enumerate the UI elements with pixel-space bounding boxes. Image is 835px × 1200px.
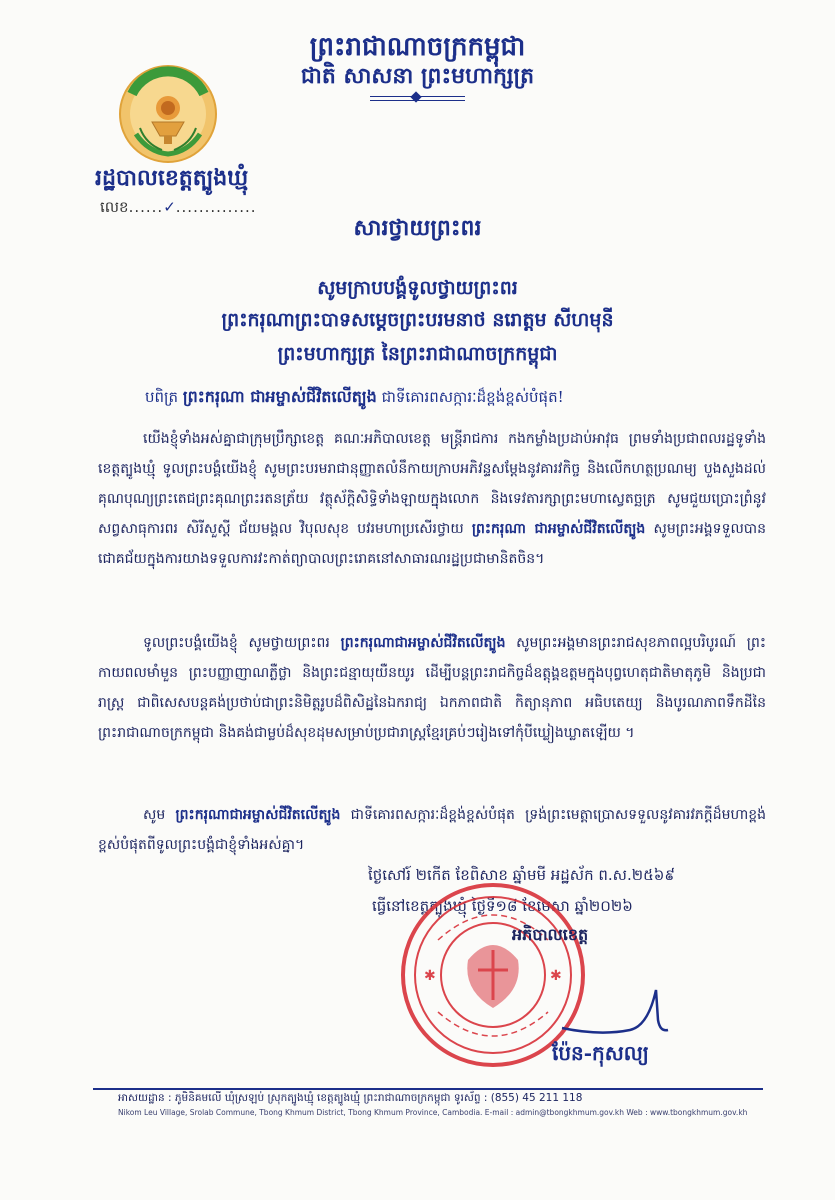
paragraph-2-text-b: សូមព្រះអង្គមានព្រះរាជសុខភាពល្អបរិបូរណ៍ ព្រះកាយពលមាំមួន ព្រះបញ្ញាញាណភ្លឺថ្លា និងព្រះជន្មាយុយឺនយូរ ដើម្បីបន្តព្រះរាជកិច្ចដ៏ឧត្តុង្គឧត្តមក្នុងបុព្វហេតុជាតិមាតុភូមិ និងប្រជារាស្ត្រ ជាពិសេសបន្តគង់ប្រថាប់ជាព្រះនិមិត្តរូបដ៏ពិសិដ្ឋនៃឯករាជ្យ ឯកភាពជាតិ កិត្យានុភាព អធិបតេយ្យ និងបូរណភាពទឹកដីនៃព្រះរាជាណាចក្រកម្ពុជា និងគង់ជាម្លប់ដ៏សុខដុមសម្រាប់ប្រជារាស្ត្រខ្មែរគ្រប់ៗរៀងទៅកុំបីឃ្លៀងឃ្លាតឡើយ ។ — [98, 635, 766, 741]
national-motto: ជាតិ សាសនា ព្រះមហាក្សត្រ — [300, 63, 535, 89]
salutation-suffix: ជាទីគោរពសក្ការៈដ៏ខ្ពង់ខ្ពស់បំផុត! — [381, 388, 564, 406]
province-seal-logo — [118, 64, 218, 164]
subtitle-line-2: ព្រះករុណាព្រះបាទសម្ដេចព្រះបរមនាថ នរោត្ដម សីហមុនី — [221, 309, 614, 331]
sender-province: រដ្ឋបាលខេត្តត្បូងឃ្មុំ — [95, 165, 249, 191]
paragraph-1-honorific: ព្រះករុណា ជាអម្ចាស់ជីវិតលើត្បូង — [471, 521, 646, 537]
footer-address-english: Nikom Leu Village, Srolab Commune, Tbong Khmum District, Tbong Khmum Province, Cambodia. E-mail : admin@tbongkhmum.gov.kh Web : www.tbongkhmum.gov.kh — [118, 1108, 748, 1117]
paragraph-3-text-b: ជាទីគោរពសក្ការៈដ៏ខ្ពង់ខ្ពស់បំផុត ទ្រង់ព្រះមេត្តាប្រោសទទួលនូវគារវភក្ដីដ៏មហាខ្ពង់ខ្ពស់បំផុតពីទូលព្រះបង្គំជាខ្ញុំទាំងអស់គ្នា។ — [98, 807, 767, 853]
subtitle-line-1: សូមក្រាបបង្គំទូលថ្វាយព្រះពរ — [317, 277, 518, 299]
salutation-honorific: ព្រះករុណា ជាអម្ចាស់ជីវិតលើត្បូង — [182, 387, 377, 406]
paragraph-3-honorific: ព្រះករុណាជាអម្ចាស់ជីវិតលើត្បូង — [175, 807, 341, 823]
paragraph-3-text-a: សូម — [143, 807, 166, 823]
solar-date: ធ្វើនៅខេត្តត្បូងឃ្មុំ ថ្ងៃទី១៨ ខែមេសា ឆ្នាំ២០២៦ — [372, 897, 633, 915]
paragraph-1 — [98, 424, 766, 574]
footer-address-khmer: អាសយដ្ឋាន : ភូមិនិគមលើ ឃុំស្រឡប់ ស្រុកត្បូងឃ្មុំ ខេត្តត្បូងឃ្មុំ ព្រះរាជាណាចក្រកម្ពុជា ទូរស័ព្ទ : (855) 45 211 118 — [118, 1092, 583, 1104]
ornament-divider-icon — [370, 96, 465, 101]
subtitle-line-3: ព្រះមហាក្សត្រ នៃព្រះរាជាណាចក្រកម្ពុជា — [277, 343, 558, 365]
signer-title: អភិបាលខេត្ត — [512, 925, 589, 944]
paragraph-1-text-b: សូមព្រះអង្គទទួលបានជោគជ័យក្នុងការយាងទទួលការវះកាត់ព្យាបាលព្រះរោគនៅសាធារណរដ្ឋប្រជាមានិតចិន។ — [98, 521, 767, 567]
paragraph-2-honorific: ព្រះករុណាជាអម្ចាស់ជីវិតលើត្បូង — [340, 635, 506, 651]
kingdom-heading: ព្រះរាជាណាចក្រកម្ពុជា — [309, 32, 526, 62]
signer-name: ប៉ែន-កុសល្យ — [552, 1041, 649, 1065]
lunar-date: ថ្ងៃសៅរ៍ ២កើត ខែពិសាខ ឆ្នាំមមី អដ្ឋស័ក ព.ស.២៥៦៩ — [368, 866, 675, 884]
handwritten-signature-icon — [560, 980, 670, 1040]
reference-label: លេខ — [100, 198, 129, 216]
reference-dots-left: ...... — [128, 198, 164, 216]
svg-text:✱: ✱ — [424, 968, 436, 984]
reference-dots-right: .............. — [175, 198, 257, 216]
footer-divider — [93, 1088, 763, 1090]
paragraph-1-text-a: យើងខ្ញុំទាំងអស់គ្នាជាក្រុមប្រឹក្សាខេត្ត គណៈអភិបាលខេត្ត មន្ត្រីរាជការ កងកម្លាំងប្រដាប់អាវុធ ព្រមទាំងប្រជាពលរដ្ឋទូទាំងខេត្តត្បូងឃ្មុំ ទូលព្រះបង្គំយើងខ្ញុំ សូមព្រះបរមរាជានុញ្ញាតលំនឹកាយក្រាបអភិវន្ទសម្ដែងនូវគារវកិច្ច និងលើកហត្ថប្រណម្យ បួងសួងដល់គុណបុណ្យព្រះតេជព្រះគុណព្រះរតនត្រ័យ វត្ថុស័ក្ដិសិទ្ធិទាំងឡាយក្នុងលោក និងទេវតារក្សាព្រះមហាស្វេតច្ឆត្រ សូមជួយប្រោះព្រំនូវសព្វសាធុការពរ សិរីសួស្ដី ជ័យមង្គល វិបុលសុខ បវរមហាប្រសើរថ្វាយ — [98, 431, 766, 537]
salutation-prefix: បពិត្រ — [145, 388, 179, 406]
paragraph-3 — [98, 800, 766, 860]
paragraph-2-text-a: ទូលព្រះបង្គំយើងខ្ញុំ សូមថ្វាយព្រះពរ — [143, 635, 330, 651]
check-mark-icon: ✓ — [163, 198, 176, 216]
svg-text:✱: ✱ — [550, 968, 562, 984]
salutation — [145, 386, 785, 410]
document-title: សារថ្វាយព្រះពរ — [353, 215, 482, 241]
paragraph-2 — [98, 628, 766, 748]
